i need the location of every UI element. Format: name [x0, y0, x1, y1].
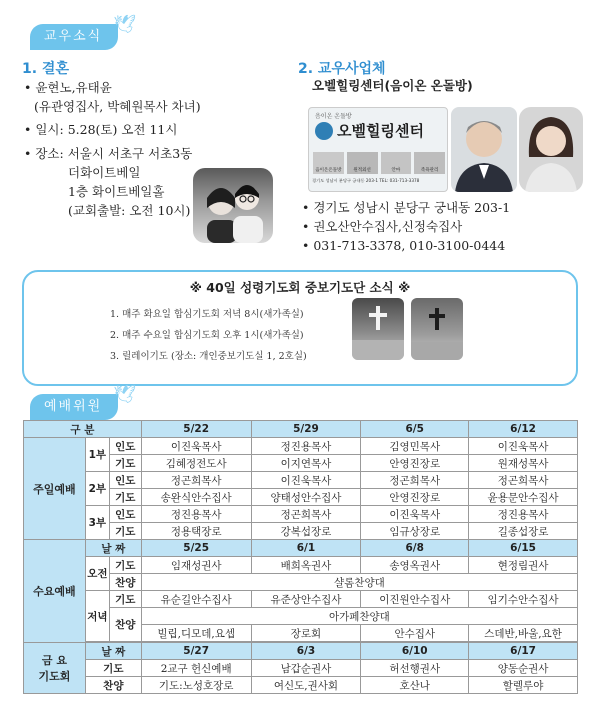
prayer-notice-box — [22, 270, 578, 386]
sign-address: 경기도 성남시 분당구 궁내동 203-1 TEL: 031-713-3378 — [312, 178, 420, 183]
role-lead: 인도 — [109, 472, 141, 489]
owner-male-photo — [451, 107, 517, 192]
role-choir: 찬양 — [85, 677, 141, 694]
table-cell: 정곤희목사 — [251, 506, 361, 523]
table-cell: 양동순권사 — [469, 660, 578, 677]
table-cell: 정곤희목사 — [469, 472, 578, 489]
role-prayer: 기도 — [109, 523, 141, 540]
table-cell: 할렐루야 — [469, 677, 578, 694]
date-label: 날 짜 — [85, 643, 141, 660]
business-sign-image — [308, 107, 448, 192]
table-cell: 정용택장로 — [141, 523, 251, 540]
prayer-room-photo-1 — [352, 298, 404, 360]
table-cell: 안영진장로 — [361, 489, 469, 506]
sign-service: 음이온온돌방 — [313, 152, 344, 174]
section-tag-label: 예배위원 — [44, 399, 103, 414]
table-row — [24, 506, 578, 523]
table-cell: 배희옥권사 — [251, 557, 361, 574]
date-cell: 5/25 — [141, 540, 251, 557]
prayer-notice-title: ※ 40일 성령기도회 중보기도단 소식 ※ — [189, 280, 411, 295]
table-cell: 유준상안수집사 — [251, 591, 361, 608]
date-cell: 6/17 — [469, 643, 578, 660]
table-cell: 이진욱목사 — [251, 472, 361, 489]
sign-tagline: 음이온 온돌방 — [315, 113, 352, 120]
section-tag-label: 교우소식 — [44, 29, 103, 44]
friday-service-label — [24, 643, 86, 694]
table-date-row — [24, 643, 578, 660]
service-2-label: 2부 — [85, 472, 109, 506]
table-cell: 강복섭장로 — [251, 523, 361, 540]
table-cell: 여신도,권사회 — [251, 677, 361, 694]
bird-icon: 🕊 — [113, 384, 139, 405]
table-cell: 안영진장로 — [361, 455, 469, 472]
table-row — [24, 677, 578, 694]
business-name: 오벨힐링센터(음이온 온돌방) — [312, 78, 473, 93]
sign-service-row — [313, 152, 445, 174]
morning-label: 오전 — [85, 557, 109, 591]
owner-female-photo — [519, 107, 583, 192]
table-cell: 빌립,디모데,요셉 — [141, 625, 251, 642]
table-cell: 송완식안수집사 — [141, 489, 251, 506]
wedding-couple-photo — [193, 168, 273, 243]
role-prayer: 기도 — [109, 489, 141, 506]
section-tag-worship — [30, 384, 139, 420]
sign-service: 원적외선 — [347, 152, 378, 174]
table-row — [24, 591, 578, 608]
table-cell: 김영민목사 — [361, 438, 469, 455]
table-cell: 김혜정전도사 — [141, 455, 251, 472]
date-cell: 6/1 — [251, 540, 361, 557]
wedding-departure: (교회출발: 오전 10시) — [68, 203, 191, 218]
wednesday-service-label: 수요예배 — [24, 540, 86, 643]
sunday-service-label: 주일예배 — [24, 438, 86, 540]
table-cell: 유순길안수집사 — [141, 591, 251, 608]
table-cell: 이진욱목사 — [361, 506, 469, 523]
date-cell: 6/3 — [251, 643, 361, 660]
evening-label: 저녁 — [85, 591, 109, 642]
business-title: 2. 교우사업체 — [298, 61, 386, 77]
service-1-label: 1부 — [85, 438, 109, 472]
sign-service: 안마 — [381, 152, 412, 174]
table-cell: 이지연목사 — [251, 455, 361, 472]
table-cell: 장로회 — [251, 625, 361, 642]
table-cell: 안수집사 — [361, 625, 469, 642]
date-cell: 5/27 — [141, 643, 251, 660]
role-lead: 인도 — [109, 438, 141, 455]
wedding-names: • 윤현노,유태윤 — [24, 78, 112, 97]
cross-icon — [352, 298, 404, 360]
sign-logo-icon — [315, 122, 333, 140]
worship-committee-table — [23, 420, 578, 694]
header-date: 6/5 — [361, 421, 469, 438]
role-prayer: 기도 — [109, 591, 141, 608]
table-row — [24, 472, 578, 489]
table-cell: 남갑순권사 — [251, 660, 361, 677]
table-cell: 스데반,바울,요한 — [469, 625, 578, 642]
friday-label-line2: 기도회 — [38, 670, 71, 683]
table-date-row — [24, 540, 578, 557]
table-row — [24, 438, 578, 455]
date-label: 날 짜 — [85, 540, 141, 557]
person-icon — [451, 107, 517, 192]
prayer-room-photo-2 — [411, 298, 463, 360]
table-cell: 이진욱목사 — [469, 438, 578, 455]
role-prayer: 기도 — [109, 455, 141, 472]
header-date: 5/29 — [251, 421, 361, 438]
table-cell: 이진원안수집사 — [361, 591, 469, 608]
role-prayer: 기도 — [109, 557, 141, 574]
prayer-notice-line: 2. 매주 수요일 합심기도회 오후 1시(새가족실) — [110, 330, 304, 341]
table-cell: 기도:노성호장로 — [141, 677, 251, 694]
role-prayer: 기도 — [85, 660, 141, 677]
table-cell: 임기수안수집사 — [469, 591, 578, 608]
wedding-place-hall: 1층 화이트베일홀 — [68, 184, 165, 199]
table-cell: 호산나 — [361, 677, 469, 694]
wedding-title: 1. 결혼 — [22, 61, 69, 77]
table-cell: 샬롬찬양대 — [141, 574, 577, 591]
table-cell: 길종섭장로 — [469, 523, 578, 540]
prayer-notice-line: 1. 매주 화요일 합심기도회 저녁 8시(새가족실) — [110, 309, 304, 320]
friday-label-line1: 금 요 — [41, 654, 67, 667]
table-cell: 양태성안수집사 — [251, 489, 361, 506]
table-cell: 임재성권사 — [141, 557, 251, 574]
table-cell: 정진용목사 — [251, 438, 361, 455]
table-cell: 정진용목사 — [141, 506, 251, 523]
sign-title: 오벨힐링센터 — [337, 122, 424, 140]
role-lead: 인도 — [109, 506, 141, 523]
service-3-label: 3부 — [85, 506, 109, 540]
table-cell: 원재성목사 — [469, 455, 578, 472]
date-cell: 6/10 — [361, 643, 469, 660]
table-cell: 정곤희목사 — [361, 472, 469, 489]
wedding-place-venue: 더화이트베일 — [68, 165, 141, 180]
bird-icon: 🕊 — [113, 14, 139, 35]
table-row — [24, 660, 578, 677]
table-cell: 정곤희목사 — [141, 472, 251, 489]
business-address: • 경기도 성남시 분당구 궁내동 203-1 — [302, 198, 510, 217]
table-cell: 허선행권사 — [361, 660, 469, 677]
table-header-row — [24, 421, 578, 438]
business-owners: • 권오산안수집사,신정숙집사 — [302, 217, 462, 236]
business-phones: • 031-713-3378, 010-3100-0444 — [302, 236, 505, 255]
section-tag-news — [30, 14, 139, 50]
prayer-notice-line: 3. 릴레이기도 (장소: 개인중보기도실 1, 2호실) — [110, 351, 307, 362]
header-date: 5/22 — [141, 421, 251, 438]
table-cell: 이진욱목사 — [141, 438, 251, 455]
table-cell: 송영옥권사 — [361, 557, 469, 574]
person-icon — [519, 107, 583, 192]
table-cell: 정진용목사 — [469, 506, 578, 523]
sign-service: 족욕관리 — [414, 152, 445, 174]
wedding-date: • 일시: 5.28(토) 오전 11시 — [24, 120, 177, 139]
header-label: 구 분 — [24, 421, 142, 438]
date-cell: 6/8 — [361, 540, 469, 557]
date-cell: 6/15 — [469, 540, 578, 557]
cross-icon — [411, 298, 463, 360]
table-cell: 2교구 헌신예배 — [141, 660, 251, 677]
table-cell: 윤용문안수집사 — [469, 489, 578, 506]
role-choir: 찬양 — [109, 574, 141, 591]
wedding-place: • 장소: 서울시 서초구 서초3동 — [24, 144, 192, 163]
table-cell: 현정림권사 — [469, 557, 578, 574]
table-cell: 아가페찬양대 — [141, 608, 577, 625]
table-row — [24, 557, 578, 574]
couple-silhouette-icon — [193, 168, 273, 243]
role-choir: 찬양 — [109, 608, 141, 642]
wedding-parents: (유관영집사, 박혜원목사 차녀) — [34, 99, 201, 114]
table-cell: 임규상장로 — [361, 523, 469, 540]
header-date: 6/12 — [469, 421, 578, 438]
